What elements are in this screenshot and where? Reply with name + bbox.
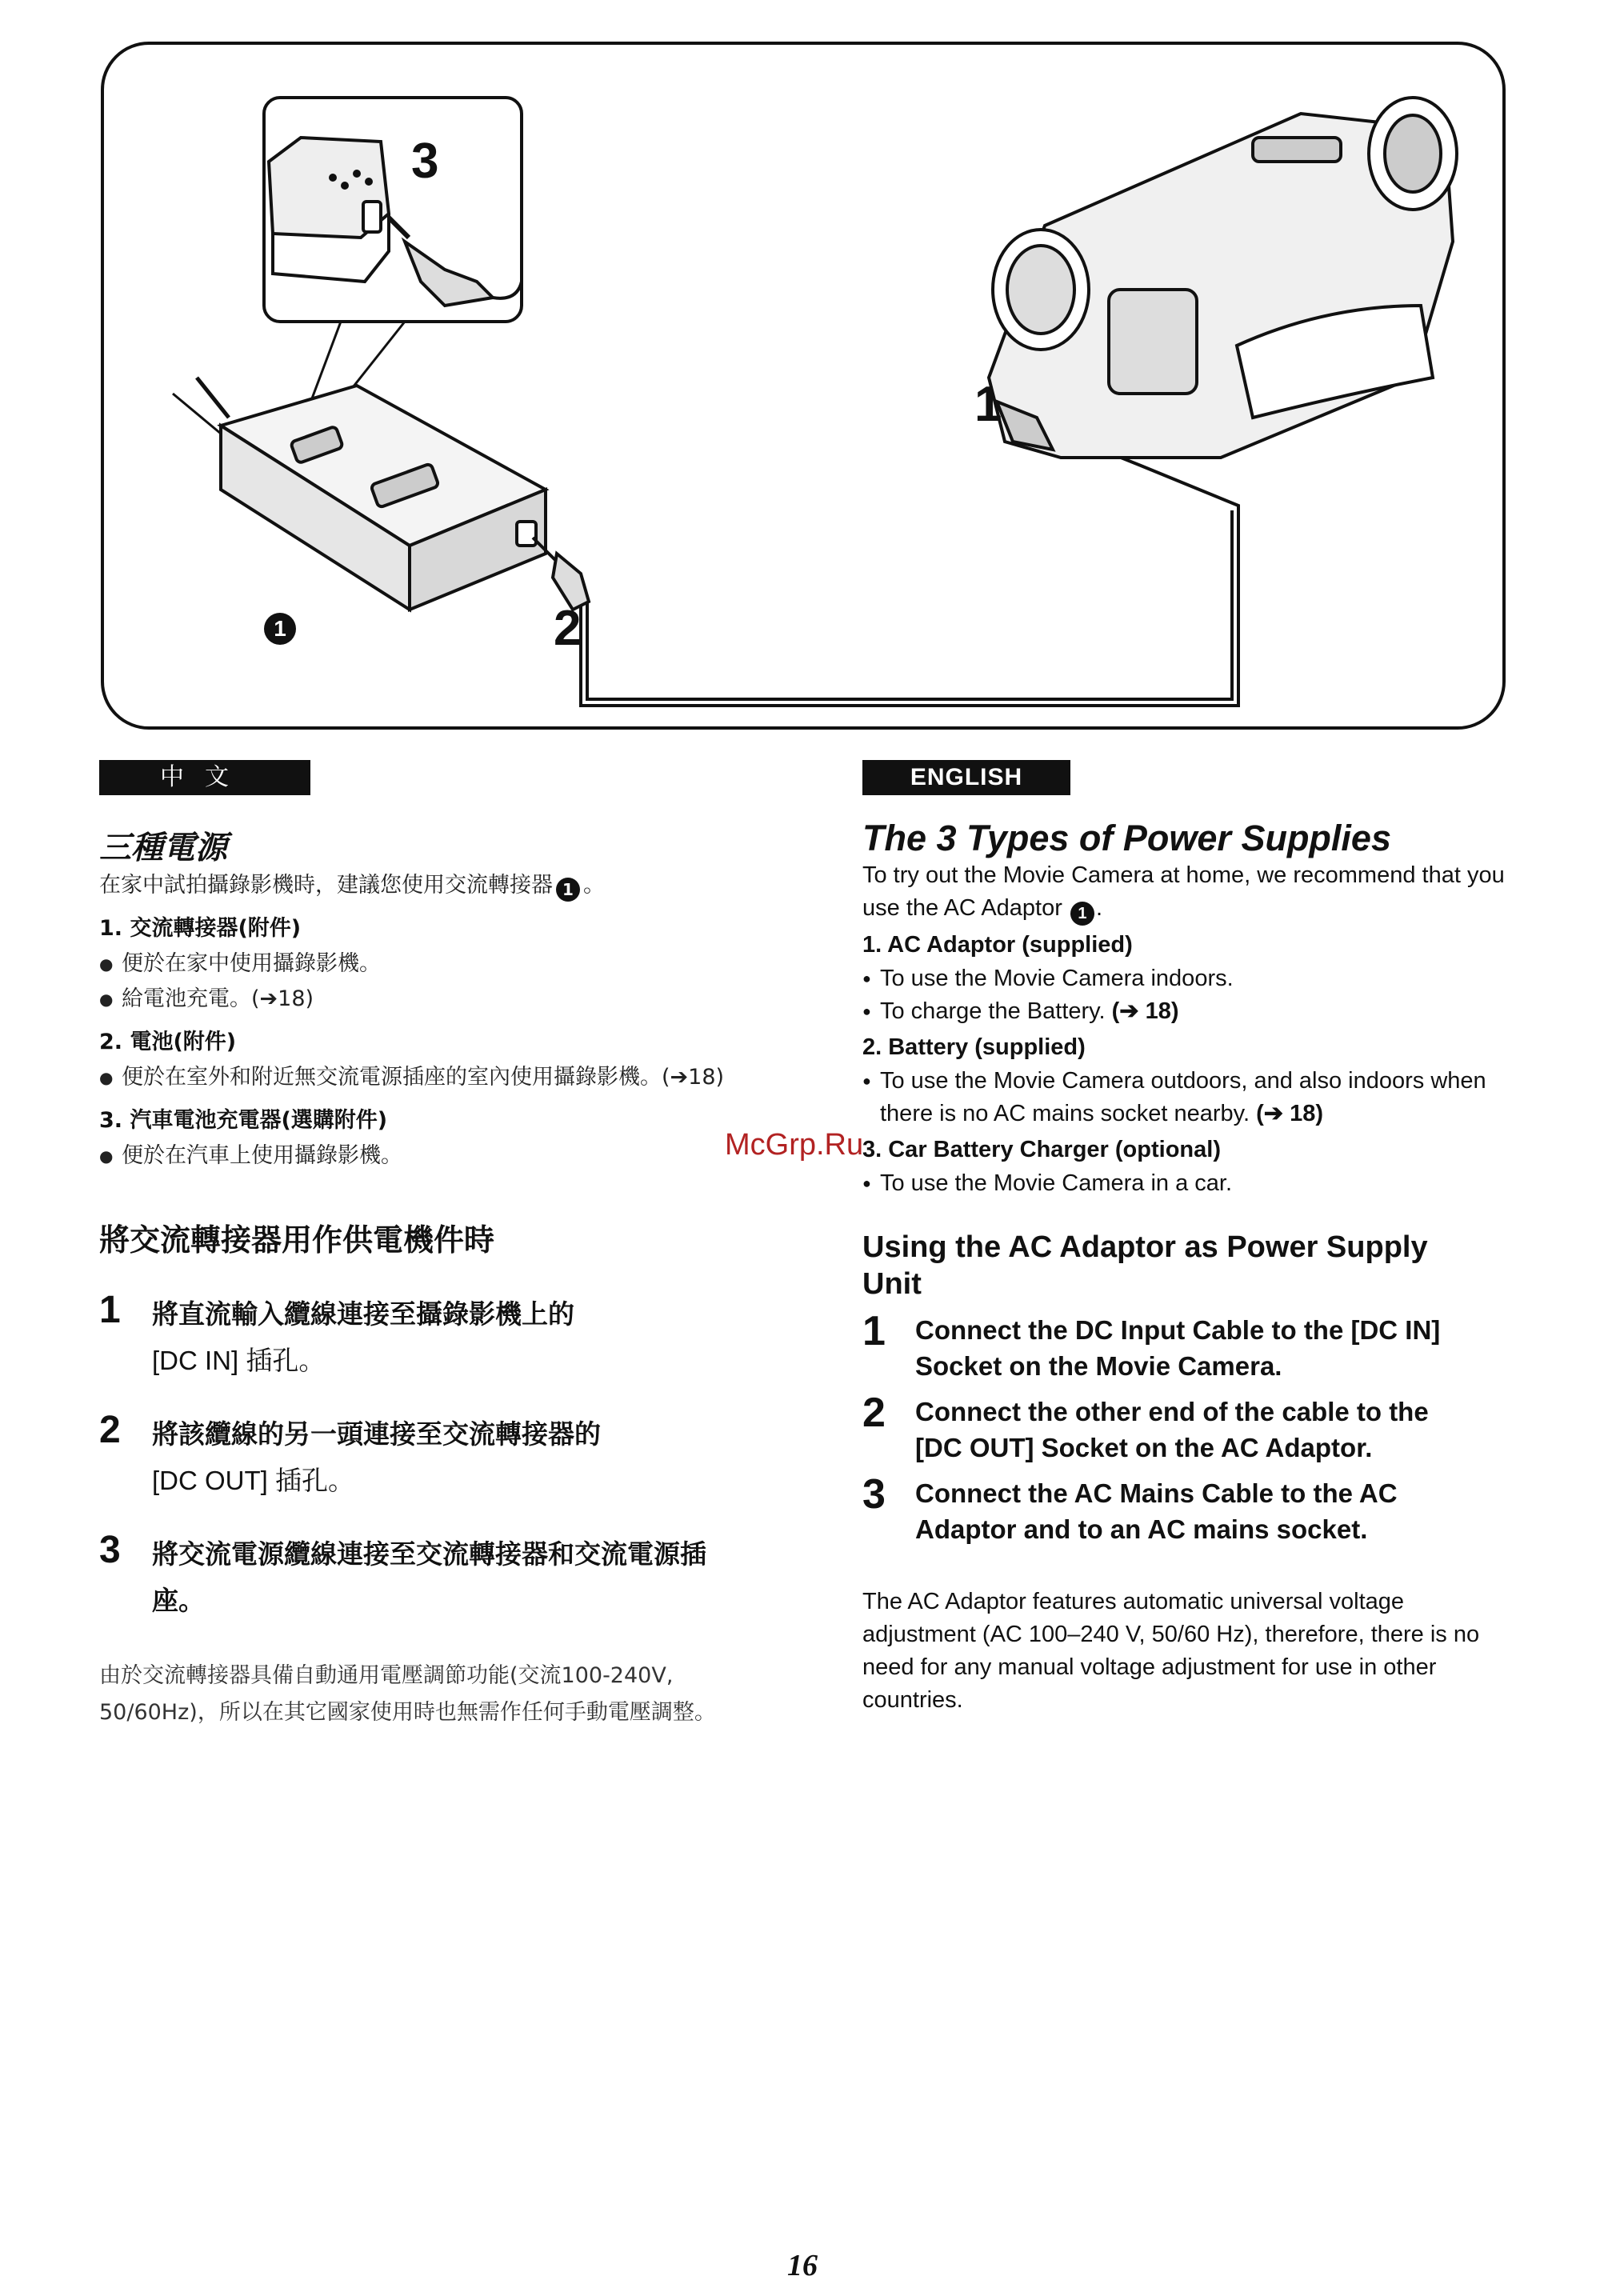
en-intro-marker: 1	[1070, 902, 1094, 926]
en-step-text: Connect the other end of the cable to the [DC OUT] Socket on the AC Adaptor.	[915, 1397, 1429, 1462]
en-item3-bullet1: ● To use the Movie Camera in a car.	[862, 1167, 1526, 1200]
zh-step-text-line2: 座。	[152, 1585, 205, 1616]
zh-intro-marker: 1	[556, 878, 580, 902]
zh-step-number: 1	[99, 1289, 121, 1331]
page-number: 16	[787, 2249, 818, 2282]
en-item1-bullet1: ● To use the Movie Camera indoors.	[862, 962, 1526, 995]
english-language-tab: ENGLISH	[862, 760, 1070, 795]
zh-section-title: 將交流轉接器用作供電機件時	[99, 1222, 495, 1258]
zh-step-text: 將交流電源纜線連接至交流轉接器和交流電源插	[152, 1538, 706, 1570]
en-item2-heading: 2. Battery (supplied)	[862, 1034, 1086, 1060]
zh-step-text: 將該纜線的另一頭連接至交流轉接器的	[152, 1418, 601, 1450]
power-supply-diagram	[101, 42, 1506, 730]
zh-item2-heading: 2. 電池(附件)	[99, 1030, 237, 1054]
callout-1: 1	[974, 377, 1002, 432]
zh-intro: 在家中試拍攝錄影機時，建議您使用交流轉接器 1 。	[99, 868, 763, 903]
en-step-number: 3	[862, 1471, 886, 1518]
adaptor-marker: 1	[264, 613, 296, 645]
en-step-text: Connect the DC Input Cable to the [DC IN] Socket on the Movie Camera.	[915, 1315, 1441, 1381]
en-intro: To try out the Movie Camera at home, we recommend that you use the AC Adaptor 1 .	[862, 859, 1526, 926]
english-column	[862, 760, 1526, 1717]
zh-step-3	[99, 1531, 763, 1624]
camera-illustration	[989, 98, 1457, 458]
zh-voltage-note: 由於交流轉接器具備自動通用電壓調節功能(交流100-240V, 50/60Hz)，所以在其它國家使用時也無需作任何手動電壓調整。	[99, 1663, 716, 1725]
zh-item1-bullet2: ● 給電池充電。(➔18)	[99, 982, 763, 1017]
zh-step-2	[99, 1411, 763, 1504]
zh-item3-bullet1: ● 便於在汽車上使用攝錄影機。	[99, 1138, 763, 1174]
zh-item2-bullet1: ● 便於在室外和附近無交流電源插座的室內使用攝錄影機。(➔18)	[99, 1060, 762, 1095]
watermark: McGrp.Ru	[725, 1128, 864, 1162]
inset-ac-socket-detail	[264, 98, 522, 322]
en-step-number: 1	[862, 1308, 886, 1354]
chinese-column	[99, 760, 763, 1731]
en-step-2	[862, 1390, 1526, 1466]
zh-step-1	[99, 1291, 763, 1384]
en-voltage-note: The AC Adaptor features automatic universal voltage adjustment (AC 100–240 V, 50/60 Hz), therefore, there is no need for any manual voltage adjustment for use in other countries.	[862, 1589, 1480, 1713]
ac-adaptor-illustration	[173, 378, 546, 610]
zh-item1-heading: 1. 交流轉接器(附件)	[99, 916, 302, 941]
callout-3: 3	[411, 134, 439, 189]
chinese-language-tab: 中文	[99, 760, 310, 795]
zh-step-number: 3	[99, 1529, 121, 1571]
en-step-1	[862, 1308, 1526, 1384]
en-item1-heading: 1. AC Adaptor (supplied)	[862, 932, 1133, 958]
en-step-text: Connect the AC Mains Cable to the AC Adaptor and to an AC mains socket.	[915, 1478, 1398, 1544]
zh-item1-bullet1: ● 便於在家中使用攝錄影機。	[99, 946, 763, 982]
en-item2-bullet1: ● To use the Movie Camera outdoors, and also indoors when there is no AC mains socket nearby. (➔ 18)	[862, 1065, 1526, 1130]
callout-2: 2	[554, 601, 582, 656]
zh-title: 三種電源	[99, 830, 227, 866]
en-item1-bullet2: ● To charge the Battery. (➔ 18)	[862, 995, 1526, 1028]
en-item3-heading: 3. Car Battery Charger (optional)	[862, 1137, 1221, 1162]
zh-step-text: 將直流輸入纜線連接至攝錄影機上的	[152, 1298, 574, 1330]
en-section-title: Using the AC Adaptor as Power Supply Unit	[862, 1230, 1428, 1301]
en-step-number: 2	[862, 1390, 886, 1436]
zh-step-text-line2: [DC IN] 插孔。	[152, 1346, 326, 1375]
zh-step-number: 2	[99, 1409, 121, 1451]
zh-step-text-line2: [DC OUT] 插孔。	[152, 1466, 354, 1495]
en-title: The 3 Types of Power Supplies	[862, 818, 1391, 858]
en-step-3	[862, 1471, 1526, 1547]
zh-item3-heading: 3. 汽車電池充電器(選購附件)	[99, 1108, 388, 1133]
